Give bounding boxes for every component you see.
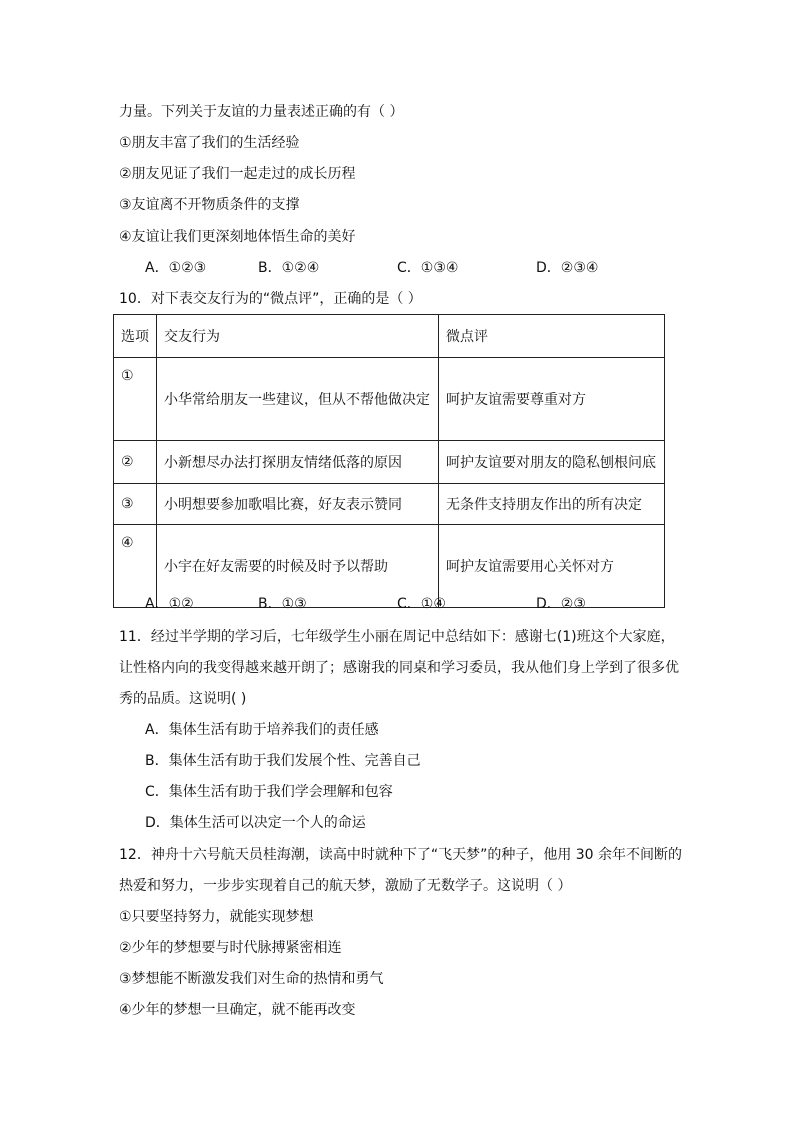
q9-statement-2: ②朋友见证了我们一起走过的成长历程 [119, 166, 356, 182]
row-comment: 呵护友谊需要尊重对方 [439, 358, 665, 441]
q9-option-b: B．①②④ [258, 260, 320, 276]
q12-stem-line-2: 热爱和努力，一步步实现着自己的航天梦，激励了无数学子。这说明（ ） [119, 878, 572, 894]
row-comment: 呵护友谊需要用心关怀对方 [439, 525, 665, 608]
q12-statement-1: ①只要坚持努力，就能实现梦想 [119, 909, 314, 925]
row-behavior: 小华常给朋友一些建议，但从不帮他做决定 [157, 358, 439, 441]
q11-stem-line-3: 秀的品质。这说明( ) [119, 691, 247, 707]
row-number: ② [114, 441, 157, 484]
q10-option-a: A．①② [145, 596, 194, 612]
q11-stem-line-1: 11．经过半学期的学习后，七年级学生小丽在周记中总结如下：感谢七(1)班这个大家庭， [119, 629, 675, 645]
q9-option-c: C．①③④ [397, 260, 459, 276]
q9-statement-1: ①朋友丰富了我们的生活经验 [119, 135, 300, 151]
row-comment: 无条件支持朋友作出的所有决定 [439, 484, 665, 525]
header-comment: 微点评 [439, 315, 665, 358]
row-comment: 呵护友谊要对朋友的隐私刨根问底 [439, 441, 665, 484]
row-behavior: 小明想要参加歌唱比赛，好友表示赞同 [157, 484, 439, 525]
q10-table [113, 314, 665, 608]
q9-statement-4: ④友谊让我们更深刻地体悟生命的美好 [119, 229, 356, 245]
q12-statement-2: ②少年的梦想要与时代脉搏紧密相连 [119, 940, 342, 956]
row-number: ④ [114, 525, 157, 608]
q10-stem: 10．对下表交友行为的“微点评”，正确的是（ ） [119, 291, 422, 307]
q11-stem-line-2: 让性格内向的我变得越来越开朗了；感谢我的同桌和学习委员，我从他们身上学到了很多优 [119, 660, 679, 676]
q9-option-a: A．①②③ [145, 260, 207, 276]
row-number: ① [114, 358, 157, 441]
q9-stem-tail: 力量。下列关于友谊的力量表述正确的有（ ） [119, 104, 404, 120]
q12-statement-4: ④少年的梦想一旦确定，就不能再改变 [119, 1002, 356, 1018]
q12-statement-3: ③梦想能不断激发我们对生命的热情和勇气 [119, 971, 384, 987]
q11-option-c: C．集体生活有助于我们学会理解和包容 [145, 784, 393, 800]
header-behavior: 交友行为 [157, 315, 439, 358]
table-row [114, 441, 665, 484]
row-behavior: 小新想尽办法打探朋友情绪低落的原因 [157, 441, 439, 484]
q10-option-b: B．①③ [258, 596, 307, 612]
q10-option-c: C．①④ [397, 596, 446, 612]
q10-option-d: D．②③ [536, 596, 586, 612]
header-option: 选项 [114, 315, 157, 358]
q11-option-b: B．集体生活有助于我们发展个性、完善自己 [145, 753, 421, 769]
q12-stem-line-1: 12．神舟十六号航天员桂海潮，读高中时就种下了“飞天梦”的种子，他用 30 余年不间断的 [119, 847, 683, 863]
q11-option-d: D．集体生活可以决定一个人的命运 [145, 815, 366, 831]
row-number: ③ [114, 484, 157, 525]
table-header-row [114, 315, 665, 358]
q9-statement-3: ③友谊离不开物质条件的支撑 [119, 197, 300, 213]
q9-option-d: D．②③④ [536, 260, 599, 276]
table-row [114, 358, 665, 441]
row-behavior: 小宇在好友需要的时候及时予以帮助 [157, 525, 439, 608]
q11-option-a: A．集体生活有助于培养我们的责任感 [145, 722, 379, 738]
table-row [114, 484, 665, 525]
